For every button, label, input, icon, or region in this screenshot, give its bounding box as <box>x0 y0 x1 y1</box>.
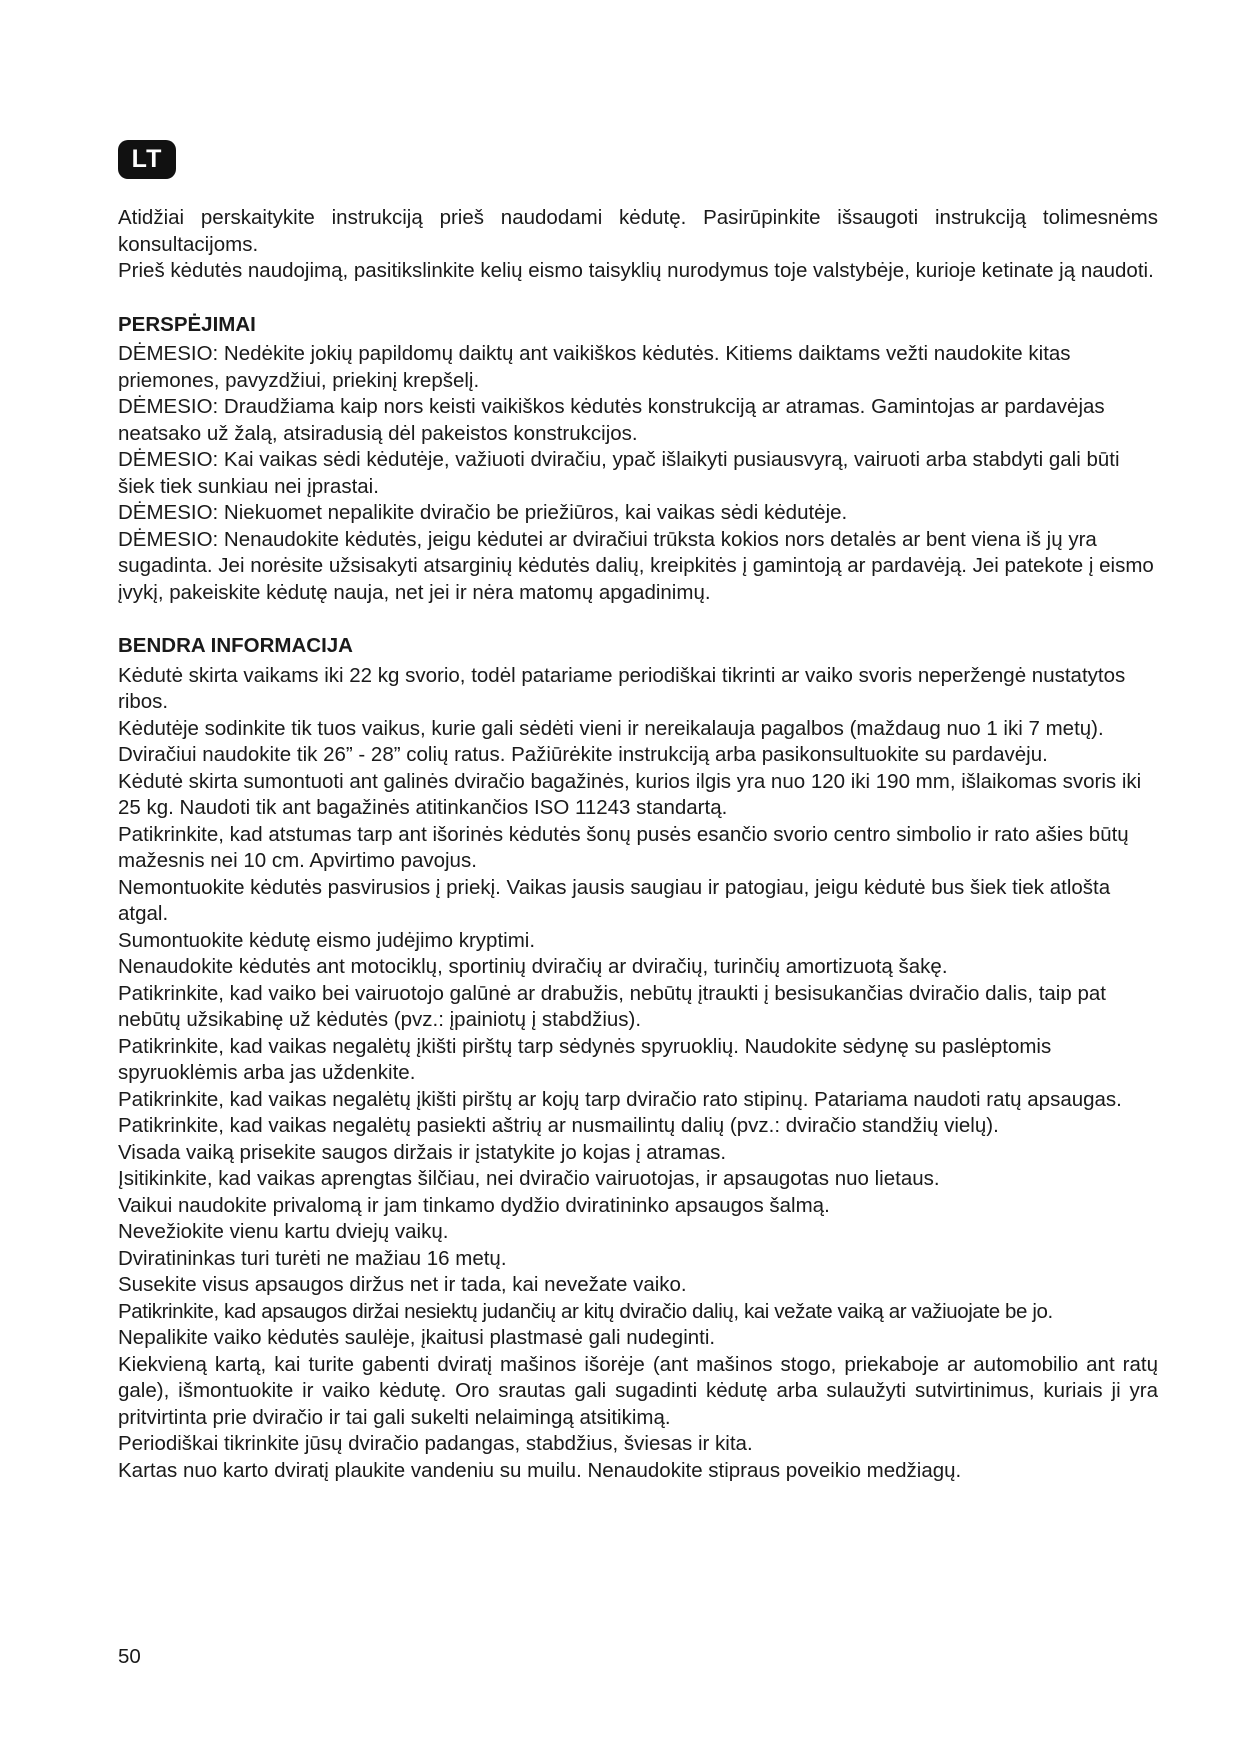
info-item: Sumontuokite kėdutę eismo judėjimo kryptimi. <box>118 928 536 952</box>
info-item: Nevežiokite vienu kartu dviejų vaikų. <box>118 1220 449 1243</box>
intro-paragraph: Atidžiai perskaitykite instrukciją prieš naudodami kėdutę. Pasirūpinkite išsaugoti instrukciją tolimesnėms konsultacijoms. <box>118 206 1158 256</box>
info-item: Nemontuokite kėdutės pasvirusios į priekį. Vaikas jausis saugiau ir patogiau, jeigu kėdutė bus šiek tiek atlošta atgal. <box>118 875 1111 925</box>
info-item: Patikrinkite, kad vaikas negalėtų pasiekti aštrių ar nusmailintų dalių (pvz.: dviračio standžių vielų). <box>118 1114 999 1137</box>
info-item: Kiekvieną kartą, kai turite gabenti dviratį mašinos išorėje (ant mašinos stogo, priekaboje ar automobilio ant ratų gale), išmontuokite ir vaiko kėdutę. Oro srautas gali sugadinti kėdutę arba sulaužyti sutvirtinimus, kuriais ji yra pritvirtinta prie dviračio ir tai gali sukelti nelaimingą atsitikimą. <box>118 1352 1158 1429</box>
info-item: Patikrinkite, kad vaikas negalėtų įkišti pirštų tarp sėdynės spyruoklių. Naudokite sėdynę su paslėptomis spyruoklėmis arba jas uždenkite. <box>118 1034 1052 1084</box>
general-info-heading: BENDRA INFORMACIJA <box>118 634 353 657</box>
info-item: Vaikui naudokite privalomą ir jam tinkamo dydžio dviratininko apsaugos šalmą. <box>118 1193 830 1217</box>
warning-item: DĖMESIO: Kai vaikas sėdi kėdutėje, važiuoti dviračiu, ypač išlaikyti pusiausvyrą, vairuoti arba stabdyti gali būti šiek tiek sunkiau nei įprastai. <box>118 448 1120 498</box>
info-item: Nenaudokite kėdutės ant motociklų, sportinių dviračių ar dviračių, turinčių amortizuotą šakę. <box>118 955 948 978</box>
info-item: Susekite visus apsaugos diržus net ir tada, kai nevežate vaiko. <box>118 1273 687 1296</box>
info-item: Kėdutėje sodinkite tik tuos vaikus, kurie gali sėdėti vieni ir nereikalauja pagalbos (maždaug nuo 1 iki 7 metų). <box>118 716 1104 740</box>
warning-item: DĖMESIO: Draudžiama kaip nors keisti vaikiškos kėdutės konstrukciją ar atramas. Gamintojas ar pardavėjas neatsako už žalą, atsiradusią dėl pakeistos konstrukcijos. <box>118 395 1105 445</box>
info-item: Kėdutė skirta sumontuoti ant galinės dviračio bagažinės, kurios ilgis yra nuo 120 iki 190 mm, išlaikomas svoris iki 25 kg. Naudoti tik ant bagažinės atitinkančios ISO 11243 standartą. <box>118 769 1142 819</box>
info-item: Patikrinkite, kad atstumas tarp ant išorinės kėdutės šonų pusės esančio svorio centro simbolio ir rato ašies būtų mažesnis nei 10 cm. Apvirtimo pavojus. <box>118 822 1129 872</box>
warning-item: DĖMESIO: Nenaudokite kėdutės, jeigu kėdutei ar dviračiui trūksta kokios nors detalės ar bent viena iš jų yra sugadinta. Jei norėsite užsisakyti atsarginių kėdutės dalių, kreipkitės į gamintoją ar pardavėją. Jei patekote į eismo įvykį, pakeiskite kėdutę nauja, net jei ir nėra matomų apgadinimų. <box>118 527 1154 604</box>
warning-item: DĖMESIO: Nedėkite jokių papildomų daiktų ant vaikiškos kėdutės. Kitiems daiktams vežti naudokite kitas priemones, pavyzdžiui, priekinį krepšelį. <box>118 342 1071 392</box>
general-info-section <box>118 633 1158 1484</box>
info-item: Patikrinkite, kad apsaugos diržai nesiektų judančių ar kitų dviračio dalių, kai vežate vaiką ar važiuojate be jo. <box>118 1299 1053 1323</box>
info-item: Patikrinkite, kad vaikas negalėtų įkišti pirštų ar kojų tarp dviračio rato stipinų. Patariama naudoti ratų apsaugas. <box>118 1087 1122 1111</box>
info-item: Nepalikite vaiko kėdutės saulėje, įkaitusi plastmasė gali nudeginti. <box>118 1326 716 1349</box>
page-content <box>118 205 1158 1484</box>
info-item: Patikrinkite, kad vaiko bei vairuotojo galūnė ar drabužis, nebūtų įtraukti į besisukančias dviračio dalis, taip pat nebūtų užsikabinę už kėdutės (pvz.: įpainiotų į stabdžius). <box>118 981 1106 1031</box>
intro-paragraph: Prieš kėdutės naudojimą, pasitikslinkite kelių eismo taisyklių nurodymus toje valstybėje, kurioje ketinate ją naudoti. <box>118 259 1154 282</box>
info-item: Kėdutė skirta vaikams iki 22 kg svorio, todėl patariame periodiškai tikrinti ar vaiko svoris neperžengė nustatytos ribos. <box>118 663 1126 713</box>
warning-item: DĖMESIO: Niekuomet nepalikite dviračio be priežiūros, kai vaikas sėdi kėdutėje. <box>118 501 848 524</box>
language-badge: LT <box>118 140 176 179</box>
info-item: Periodiškai tikrinkite jūsų dviračio padangas, stabdžius, šviesas ir kita. <box>118 1432 753 1455</box>
warnings-heading: PERSPĖJIMAI <box>118 312 256 336</box>
warnings-section <box>118 312 1158 607</box>
page-number: 50 <box>118 1645 141 1668</box>
info-item: Dviratininkas turi turėti ne mažiau 16 metų. <box>118 1246 507 1270</box>
info-item: Įsitikinkite, kad vaikas aprengtas šilčiau, nei dviračio vairuotojas, ir apsaugotas nuo lietaus. <box>118 1167 940 1190</box>
info-item: Dviračiui naudokite tik 26” - 28” colių ratus. Pažiūrėkite instrukciją arba pasikonsultuokite su pardavėju. <box>118 743 1048 766</box>
info-item: Visada vaiką prisekite saugos diržais ir įstatykite jo kojas į atramas. <box>118 1140 727 1164</box>
info-item: Kartas nuo karto dviratį plaukite vandeniu su muilu. Nenaudokite stipraus poveikio medžiagų. <box>118 1458 962 1482</box>
intro-section <box>118 205 1158 285</box>
